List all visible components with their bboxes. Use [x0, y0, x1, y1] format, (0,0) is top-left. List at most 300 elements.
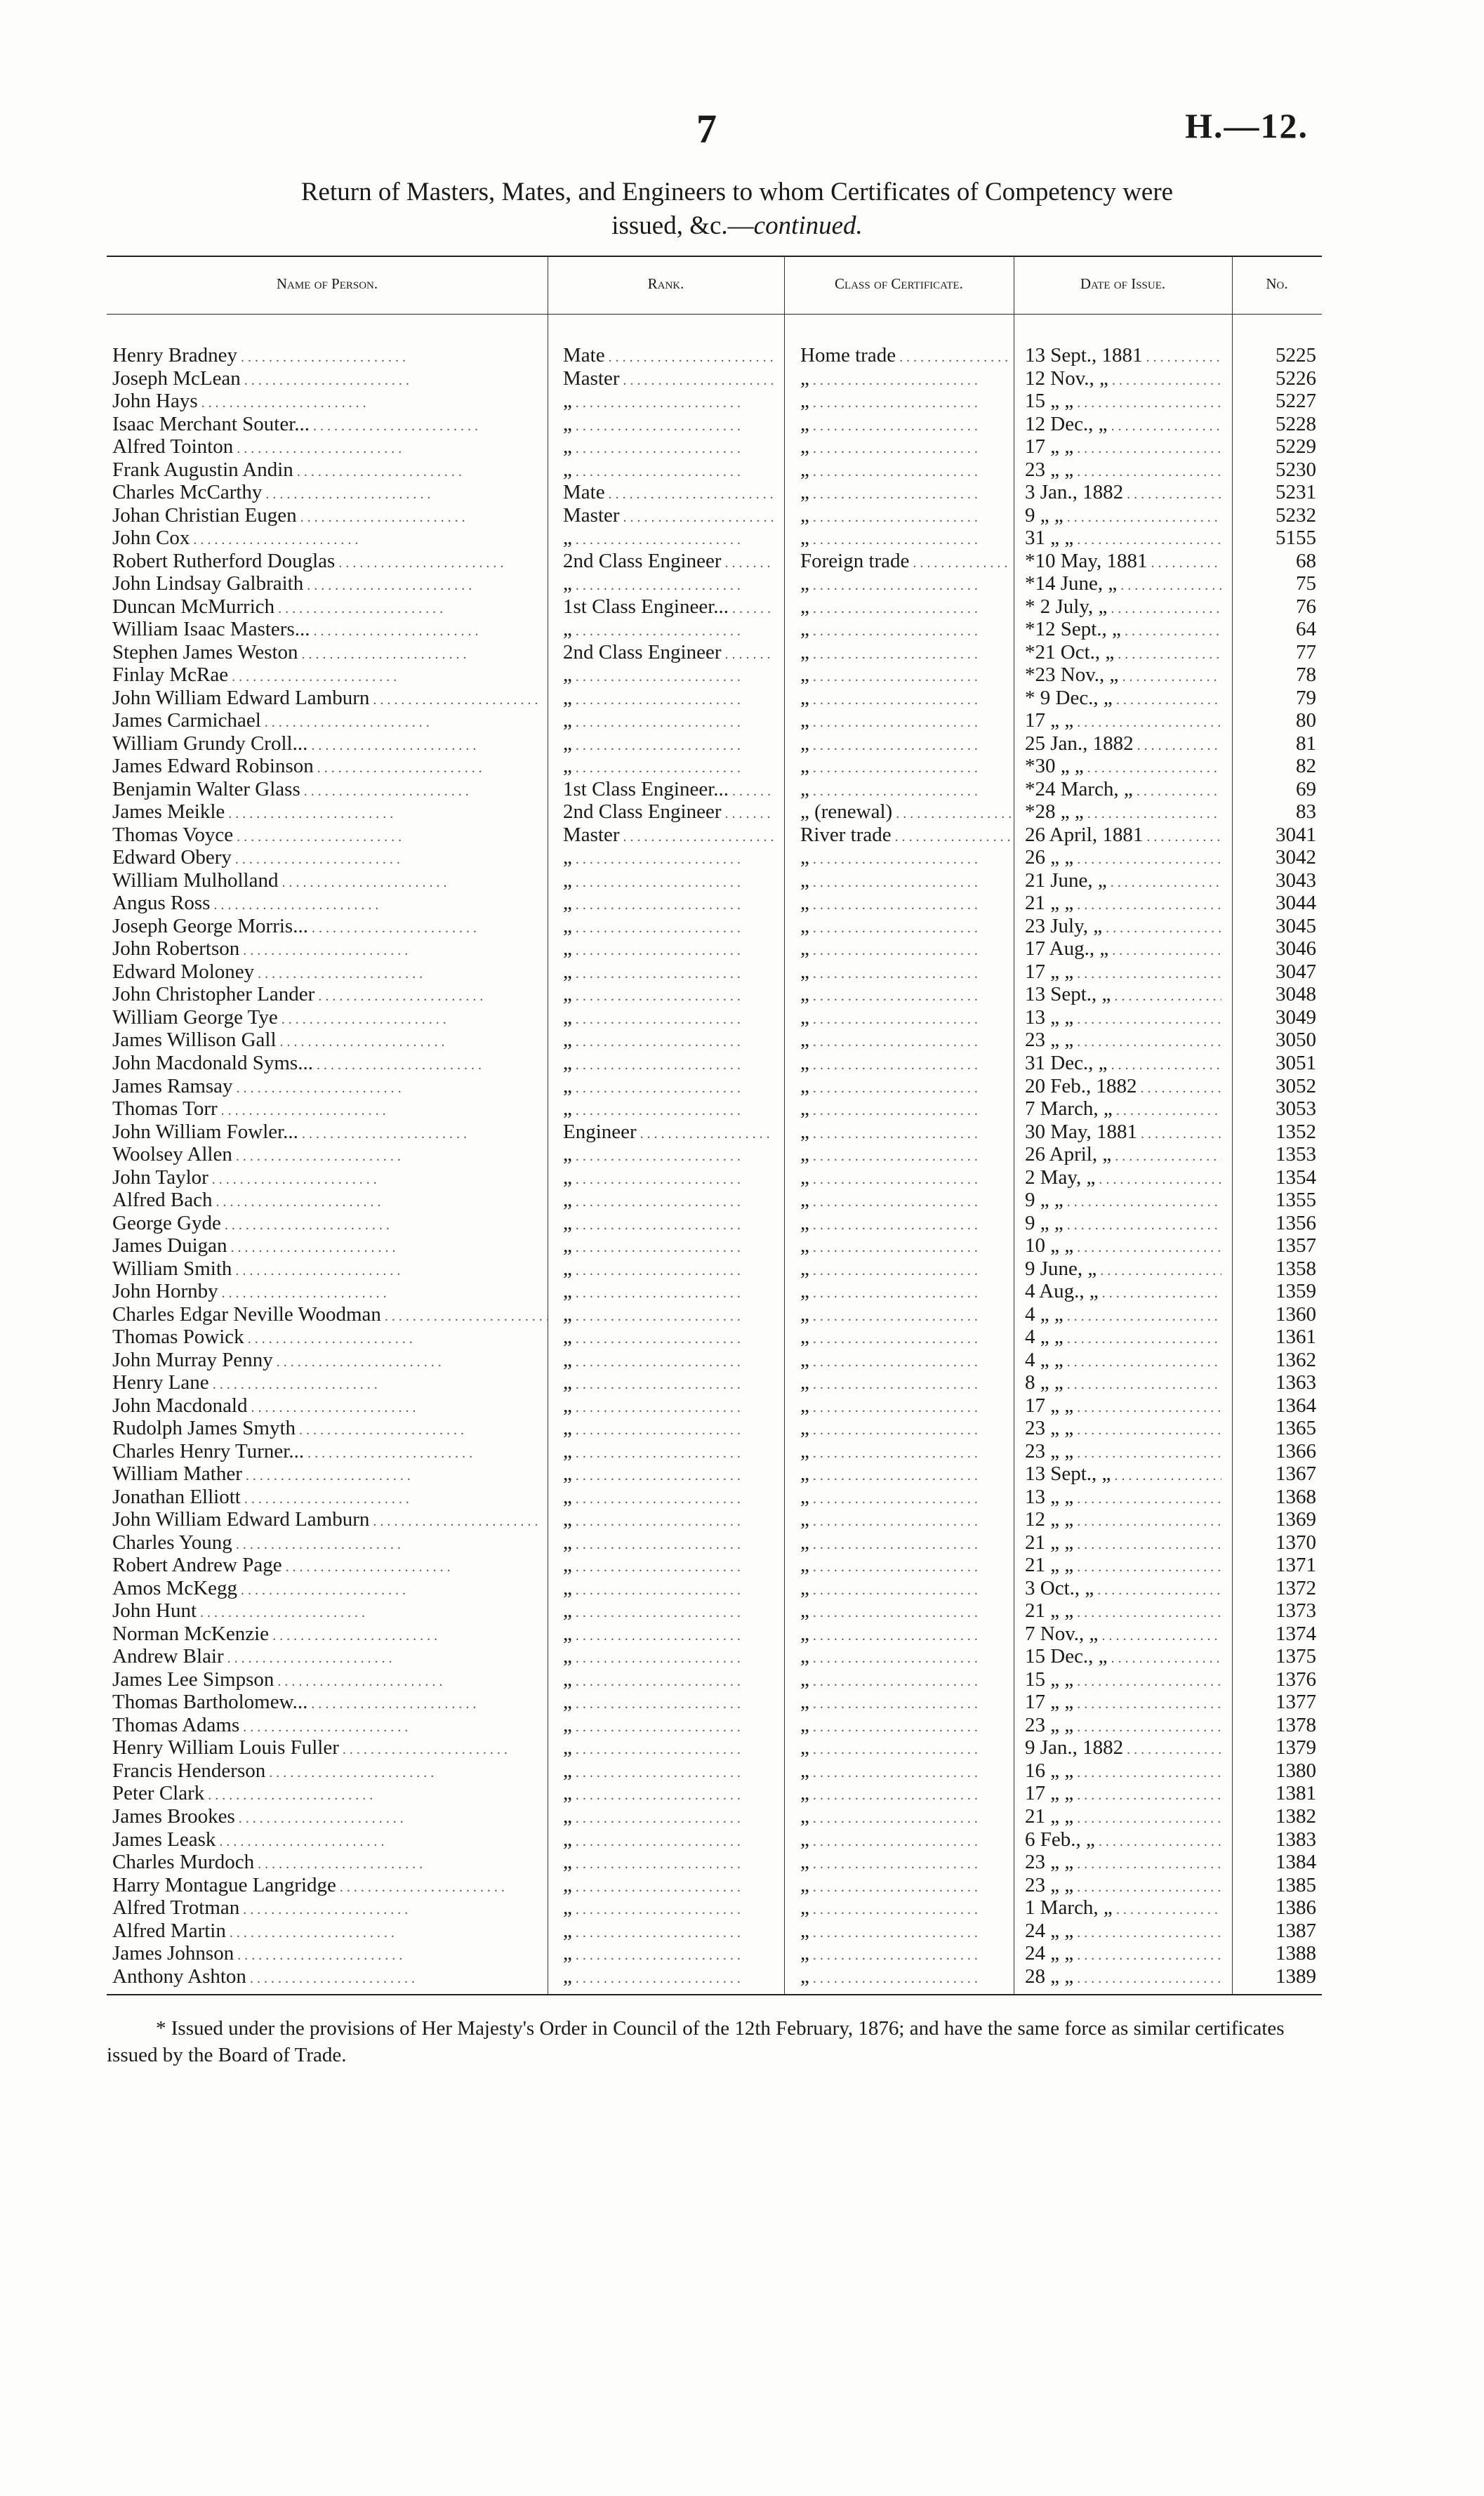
cell-date: 25 Jan., 1882 . . .: [1025, 732, 1221, 757]
cell-rank: 1st Class Engineer... . . .: [563, 778, 774, 803]
cell-name: John Lindsay Galbraith . . .: [112, 572, 548, 597]
cell-number: 1375: [1276, 1645, 1316, 1668]
cell-class: „ . . .: [800, 1212, 1011, 1236]
cell-name: Robert Andrew Page . . .: [112, 1554, 548, 1578]
table-row: [0, 1052, 1484, 1075]
cell-date: 3 Jan., 1882 . . .: [1025, 481, 1221, 506]
table-row: [0, 1371, 1484, 1394]
cell-class: „ . . .: [800, 1782, 1011, 1807]
cell-date: 15 „ „ . . .: [1025, 390, 1221, 414]
cell-rank: 2nd Class Engineer . . .: [563, 550, 774, 574]
cell-number: 80: [1296, 709, 1316, 732]
cell-date: *24 March, „ . . .: [1025, 778, 1221, 803]
cell-class: „ . . .: [800, 1121, 1011, 1145]
cell-date: 9 June, „ . . .: [1025, 1257, 1221, 1282]
cell-name: James Willison Gall . . .: [112, 1029, 548, 1053]
cell-number: 1362: [1276, 1348, 1316, 1371]
footnote: * Issued under the provisions of Her Majesty's Order in Council of the 12th February, 1876; and have the same force as similar certificates issued by the Board of Trade.: [107, 2017, 1285, 2066]
cell-class: „ . . .: [800, 1508, 1011, 1533]
cell-class: „ . . .: [800, 1371, 1011, 1396]
table-row: [0, 618, 1484, 641]
cell-name: William Isaac Masters... . . .: [112, 618, 548, 642]
table-row: [0, 1234, 1484, 1257]
cell-name: Henry William Louis Fuller . . .: [112, 1736, 548, 1761]
cell-rank: „ . . .: [563, 960, 774, 985]
cell-date: 3 Oct., „ . . .: [1025, 1577, 1221, 1602]
cell-date: 21 „ „ . . .: [1025, 1599, 1221, 1624]
cell-number: 5225: [1276, 344, 1316, 367]
title-line-2: [140, 209, 1334, 243]
cell-rank: „ . . .: [563, 1303, 774, 1328]
cell-date: * 9 Dec., „ . . .: [1025, 687, 1221, 711]
cell-number: 1363: [1276, 1371, 1316, 1394]
cell-class: „ . . .: [800, 618, 1011, 642]
table-row: [0, 572, 1484, 595]
cell-class: „ . . .: [800, 435, 1011, 460]
cell-rank: Master . . .: [563, 367, 774, 392]
cell-date: 17 „ „ . . .: [1025, 709, 1221, 734]
cell-class: „ . . .: [800, 1166, 1011, 1191]
cell-date: 24 „ „ . . .: [1025, 1920, 1221, 1944]
table-row: [0, 824, 1484, 847]
cell-date: 7 March, „ . . .: [1025, 1097, 1221, 1122]
cell-rank: „ . . .: [563, 1942, 774, 1967]
cell-name: John Cox . . .: [112, 527, 548, 551]
cell-class: „ . . .: [800, 527, 1011, 551]
cell-rank: „ . . .: [563, 1828, 774, 1853]
table-row: [0, 1303, 1484, 1326]
cell-class: „ . . .: [800, 983, 1011, 1008]
table-row: [0, 1782, 1484, 1805]
cell-date: 12 „ „ . . .: [1025, 1508, 1221, 1533]
cell-class: „ . . .: [800, 709, 1011, 734]
table-row: [0, 458, 1484, 482]
cell-number: 1379: [1276, 1736, 1316, 1759]
cell-number: 1369: [1276, 1508, 1316, 1531]
cell-class: „ . . .: [800, 1280, 1011, 1305]
cell-rank: „ . . .: [563, 435, 774, 460]
cell-rank: „ . . .: [563, 1486, 774, 1510]
cell-date: *21 Oct., „ . . .: [1025, 641, 1221, 666]
cell-name: Amos McKegg . . .: [112, 1577, 548, 1602]
cell-class: „ . . .: [800, 1052, 1011, 1076]
table-row: [0, 1097, 1484, 1121]
cell-date: 20 Feb., 1882 . . .: [1025, 1075, 1221, 1100]
table-row: [0, 1874, 1484, 1897]
table-row: [0, 1075, 1484, 1098]
cell-rank: „ . . .: [563, 1599, 774, 1624]
cell-number: 3050: [1276, 1029, 1316, 1052]
cell-name: Stephen James Weston . . .: [112, 641, 548, 666]
cell-number: 3049: [1276, 1005, 1316, 1029]
cell-class: „ . . .: [800, 367, 1011, 392]
cell-name: John William Edward Lamburn . . .: [112, 687, 548, 711]
page-number: 7: [696, 106, 717, 152]
cell-number: 78: [1296, 663, 1316, 687]
cell-name: James Duigan . . .: [112, 1234, 548, 1259]
cell-number: 5155: [1276, 527, 1316, 550]
cell-rank: „ . . .: [563, 1554, 774, 1578]
cell-date: 13 Sept., „ . . .: [1025, 983, 1221, 1008]
table-row: [0, 1828, 1484, 1851]
cell-class: „ . . .: [800, 755, 1011, 779]
cell-name: Anthony Ashton . . .: [112, 1965, 548, 1990]
cell-number: 1386: [1276, 1896, 1316, 1920]
table-row: [0, 1714, 1484, 1737]
cell-class: „ . . .: [800, 1143, 1011, 1168]
cell-number: 1367: [1276, 1462, 1316, 1486]
cell-number: 1389: [1276, 1965, 1316, 1988]
cell-name: Woolsey Allen . . .: [112, 1143, 548, 1168]
table-row: [0, 1417, 1484, 1440]
cell-name: Thomas Adams . . .: [112, 1714, 548, 1738]
table-row: [0, 550, 1484, 573]
cell-number: 69: [1296, 777, 1316, 800]
title-line-1: Return of Masters, Mates, and Engineers to whom Certificates of Competency were: [300, 178, 1174, 206]
cell-rank: „ . . .: [563, 1736, 774, 1761]
cell-number: 5229: [1276, 435, 1316, 458]
cell-number: 1359: [1276, 1280, 1316, 1303]
cell-rank: „ . . .: [563, 915, 774, 939]
cell-date: 2 May, „ . . .: [1025, 1166, 1221, 1191]
cell-number: 1366: [1276, 1439, 1316, 1462]
cell-rank: „ . . .: [563, 1691, 774, 1715]
cell-number: 1364: [1276, 1394, 1316, 1417]
cell-class: „ . . .: [800, 1851, 1011, 1875]
cell-name: Henry Bradney . . .: [112, 344, 548, 369]
cell-rank: Mate . . .: [563, 481, 774, 506]
table-row: [0, 1326, 1484, 1349]
document-reference: H.—12.: [1185, 106, 1309, 145]
table-row: [0, 435, 1484, 458]
cell-date: 21 „ „ . . .: [1025, 1554, 1221, 1578]
cell-date: 23 „ „ . . .: [1025, 1417, 1221, 1441]
cell-rank: „ . . .: [563, 1394, 774, 1419]
cell-number: 1360: [1276, 1302, 1316, 1326]
cell-name: James Ramsay . . .: [112, 1075, 548, 1100]
cell-date: 23 „ „ . . .: [1025, 1874, 1221, 1899]
cell-class: „ . . .: [800, 1599, 1011, 1624]
cell-number: 3053: [1276, 1097, 1316, 1121]
cell-number: 75: [1296, 572, 1316, 595]
cell-number: 3048: [1276, 983, 1316, 1006]
cell-number: 1373: [1276, 1599, 1316, 1623]
cell-class: „ . . .: [800, 1006, 1011, 1031]
cell-name: Thomas Voyce . . .: [112, 824, 548, 848]
cell-name: James Brookes . . .: [112, 1805, 548, 1830]
table-row: [0, 527, 1484, 550]
table-row: [0, 390, 1484, 413]
cell-name: Harry Montague Langridge . . .: [112, 1874, 548, 1899]
cell-number: 1365: [1276, 1417, 1316, 1440]
cell-name: James Carmichael . . .: [112, 709, 548, 734]
cell-date: 21 „ „ . . .: [1025, 1531, 1221, 1556]
certificate-table-body: [0, 344, 1484, 1988]
cell-rank: „ . . .: [563, 1668, 774, 1693]
table-row: [0, 641, 1484, 664]
cell-name: William Mather . . .: [112, 1462, 548, 1487]
cell-rank: 2nd Class Engineer . . .: [563, 641, 774, 666]
cell-name: Andrew Blair . . .: [112, 1645, 548, 1670]
cell-rank: „ . . .: [563, 1759, 774, 1784]
cell-date: *30 „ „ . . .: [1025, 755, 1221, 779]
cell-number: 3043: [1276, 869, 1316, 892]
cell-date: 17 „ „ . . .: [1025, 435, 1221, 460]
cell-class: „ . . .: [800, 1874, 1011, 1899]
cell-rank: „ . . .: [563, 892, 774, 916]
table-row: [0, 1006, 1484, 1029]
cell-class: „ . . .: [800, 1029, 1011, 1053]
cell-number: 1378: [1276, 1713, 1316, 1736]
cell-class: „ . . .: [800, 1486, 1011, 1510]
cell-date: 28 „ „ . . .: [1025, 1965, 1221, 1990]
cell-date: 9 „ „ . . .: [1025, 1212, 1221, 1236]
cell-rank: 1st Class Engineer... . . .: [563, 595, 774, 620]
cell-date: 17 „ „ . . .: [1025, 1394, 1221, 1419]
table-row: [0, 663, 1484, 687]
cell-date: 17 „ „ . . .: [1025, 1691, 1221, 1715]
cell-class: „ . . .: [800, 1920, 1011, 1944]
cell-name: Thomas Bartholomew... . . .: [112, 1691, 548, 1715]
cell-rank: „ . . .: [563, 1166, 774, 1191]
cell-name: Joseph McLean . . .: [112, 367, 548, 392]
cell-name: John Macdonald Syms... . . .: [112, 1052, 548, 1076]
cell-rank: „ . . .: [563, 1805, 774, 1830]
cell-date: 15 „ „ . . .: [1025, 1668, 1221, 1693]
cell-number: 83: [1296, 800, 1316, 824]
cell-class: „ . . .: [800, 413, 1011, 437]
cell-rank: „ . . .: [563, 1531, 774, 1556]
table-bottom-rule: [107, 1994, 1322, 1995]
cell-date: 13 „ „ . . .: [1025, 1486, 1221, 1510]
cell-name: Angus Ross . . .: [112, 892, 548, 916]
cell-rank: „ . . .: [563, 983, 774, 1008]
cell-name: Duncan McMurrich . . .: [112, 595, 548, 620]
table-row: [0, 937, 1484, 960]
cell-name: John Taylor . . .: [112, 1166, 548, 1191]
cell-name: Frank Augustin Andin . . .: [112, 458, 548, 483]
cell-rank: „ . . .: [563, 1234, 774, 1259]
cell-class: „ . . .: [800, 1257, 1011, 1282]
table-row: [0, 1212, 1484, 1235]
cell-name: Edward Moloney . . .: [112, 960, 548, 985]
cell-date: 23 July, „ . . .: [1025, 915, 1221, 939]
cell-number: 3047: [1276, 960, 1316, 983]
cell-date: 24 „ „ . . .: [1025, 1942, 1221, 1967]
cell-name: William George Tye . . .: [112, 1006, 548, 1031]
cell-class: „ . . .: [800, 1531, 1011, 1556]
cell-date: 26 „ „ . . .: [1025, 846, 1221, 871]
cell-date: 23 „ „ . . .: [1025, 1851, 1221, 1875]
cell-name: Peter Clark . . .: [112, 1782, 548, 1807]
title-issued: issued, &c.—: [611, 211, 754, 240]
page-title: [140, 176, 1334, 243]
table-row: [0, 1280, 1484, 1303]
cell-rank: „ . . .: [563, 1257, 774, 1282]
cell-rank: „ . . .: [563, 709, 774, 734]
cell-class: „ . . .: [800, 663, 1011, 688]
table-row: [0, 1599, 1484, 1623]
cell-name: John Hays . . .: [112, 390, 548, 414]
cell-number: 1358: [1276, 1257, 1316, 1280]
cell-number: 3044: [1276, 892, 1316, 915]
cell-number: 5231: [1276, 481, 1316, 504]
table-row: [0, 481, 1484, 504]
cell-name: Edward Obery . . .: [112, 846, 548, 871]
cell-class: River trade . . .: [800, 824, 1011, 848]
cell-date: 13 „ „ . . .: [1025, 1006, 1221, 1031]
cell-rank: „ . . .: [563, 1782, 774, 1807]
cell-date: *23 Nov., „ . . .: [1025, 663, 1221, 688]
table-row: [0, 1189, 1484, 1212]
cell-rank: „ . . .: [563, 1920, 774, 1944]
table-row: [0, 1143, 1484, 1166]
cell-name: John Macdonald . . .: [112, 1394, 548, 1419]
cell-class: „ . . .: [800, 1462, 1011, 1487]
cell-class: „ . . .: [800, 458, 1011, 483]
cell-date: 26 April, „ . . .: [1025, 1143, 1221, 1168]
cell-date: 21 „ „ . . .: [1025, 1805, 1221, 1830]
cell-class: „ . . .: [800, 1736, 1011, 1761]
table-row: [0, 595, 1484, 619]
table-top-rule: [107, 256, 1322, 257]
table-row: [0, 1166, 1484, 1189]
cell-rank: „ . . .: [563, 1189, 774, 1213]
table-row: [0, 1942, 1484, 1965]
cell-date: 9 Jan., 1882 . . .: [1025, 1736, 1221, 1761]
table-row: [0, 1668, 1484, 1691]
cell-name: John Murray Penny . . .: [112, 1349, 548, 1373]
cell-class: „ . . .: [800, 1189, 1011, 1213]
cell-class: „ . . .: [800, 1577, 1011, 1602]
cell-name: John Christopher Lander . . .: [112, 983, 548, 1008]
cell-rank: „ . . .: [563, 1029, 774, 1053]
table-row: [0, 1920, 1484, 1943]
cell-rank: „ . . .: [563, 1006, 774, 1031]
cell-number: 1385: [1276, 1873, 1316, 1896]
cell-class: „ . . .: [800, 641, 1011, 666]
cell-date: 4 „ „ . . .: [1025, 1303, 1221, 1328]
cell-class: „ . . .: [800, 892, 1011, 916]
cell-date: 10 „ „ . . .: [1025, 1234, 1221, 1259]
cell-number: 1384: [1276, 1851, 1316, 1874]
table-row: [0, 1965, 1484, 1988]
cell-class: „ . . .: [800, 1645, 1011, 1670]
cell-class: „ . . .: [800, 960, 1011, 985]
cell-date: *10 May, 1881 . . .: [1025, 550, 1221, 574]
cell-class: „ . . .: [800, 1714, 1011, 1738]
cell-class: „ . . .: [800, 572, 1011, 597]
cell-class: „ . . .: [800, 732, 1011, 757]
cell-class: „ . . .: [800, 390, 1011, 414]
cell-class: „ . . .: [800, 1828, 1011, 1853]
cell-name: James Lee Simpson . . .: [112, 1668, 548, 1693]
table-row: [0, 413, 1484, 436]
cell-name: William Smith . . .: [112, 1257, 548, 1282]
cell-name: William Mulholland . . .: [112, 869, 548, 894]
table-row: [0, 1462, 1484, 1486]
table-row: [0, 1623, 1484, 1646]
cell-number: 1383: [1276, 1828, 1316, 1851]
cell-rank: „ . . .: [563, 1280, 774, 1305]
cell-number: 5227: [1276, 390, 1316, 413]
cell-rank: „ . . .: [563, 1508, 774, 1533]
table-header-rule: [107, 314, 1322, 315]
cell-number: 1377: [1276, 1691, 1316, 1714]
cell-rank: Mate . . .: [563, 344, 774, 369]
cell-rank: „ . . .: [563, 1097, 774, 1122]
cell-date: 23 „ „ . . .: [1025, 1029, 1221, 1053]
cell-number: 77: [1296, 640, 1316, 663]
cell-date: 17 Aug., „ . . .: [1025, 937, 1221, 962]
cell-rank: „ . . .: [563, 1052, 774, 1076]
cell-name: Charles Henry Turner... . . .: [112, 1440, 548, 1465]
cell-name: Alfred Martin . . .: [112, 1920, 548, 1944]
cell-date: 21 „ „ . . .: [1025, 892, 1221, 916]
cell-rank: „ . . .: [563, 869, 774, 894]
cell-rank: „ . . .: [563, 1349, 774, 1373]
cell-number: 64: [1296, 618, 1316, 641]
cell-rank: „ . . .: [563, 1965, 774, 1990]
table-row: [0, 800, 1484, 824]
cell-name: John William Edward Lamburn . . .: [112, 1508, 548, 1533]
cell-name: Isaac Merchant Souter... . . .: [112, 413, 548, 437]
cell-name: Johan Christian Eugen . . .: [112, 504, 548, 529]
cell-class: „ . . .: [800, 1759, 1011, 1784]
cell-date: 9 „ „ . . .: [1025, 504, 1221, 529]
cell-date: 9 „ „ . . .: [1025, 1189, 1221, 1213]
cell-number: 1387: [1276, 1919, 1316, 1942]
cell-rank: „ . . .: [563, 390, 774, 414]
table-row: [0, 983, 1484, 1006]
cell-date: 17 „ „ . . .: [1025, 960, 1221, 985]
cell-date: 12 Nov., „ . . .: [1025, 367, 1221, 392]
header-date: Date of Issue.: [1080, 275, 1166, 292]
cell-number: 3041: [1276, 823, 1316, 846]
cell-date: 4 „ „ . . .: [1025, 1326, 1221, 1350]
cell-name: George Gyde . . .: [112, 1212, 548, 1236]
cell-number: 1388: [1276, 1942, 1316, 1965]
cell-rank: „ . . .: [563, 846, 774, 871]
cell-date: 4 Aug., „ . . .: [1025, 1280, 1221, 1305]
table-row: [0, 1759, 1484, 1783]
cell-name: John Hunt . . .: [112, 1599, 548, 1624]
title-continued: continued.: [753, 211, 863, 240]
cell-number: 1354: [1276, 1166, 1316, 1189]
cell-rank: 2nd Class Engineer . . .: [563, 800, 774, 825]
table-row: [0, 1577, 1484, 1600]
cell-name: Benjamin Walter Glass . . .: [112, 778, 548, 803]
cell-number: 1374: [1276, 1622, 1316, 1645]
cell-date: 21 June, „ . . .: [1025, 869, 1221, 894]
cell-rank: „ . . .: [563, 1326, 774, 1350]
table-row: [0, 1896, 1484, 1920]
cell-number: 5228: [1276, 412, 1316, 435]
cell-name: Finlay McRae . . .: [112, 663, 548, 688]
cell-rank: „ . . .: [563, 413, 774, 437]
cell-number: 3045: [1276, 914, 1316, 937]
cell-number: 1355: [1276, 1189, 1316, 1212]
table-row: [0, 1805, 1484, 1828]
cell-class: „ . . .: [800, 1965, 1011, 1990]
cell-number: 76: [1296, 595, 1316, 618]
cell-class: „ . . .: [800, 1097, 1011, 1122]
cell-number: 5230: [1276, 458, 1316, 481]
cell-rank: „ . . .: [563, 572, 774, 597]
cell-class: „ . . .: [800, 1896, 1011, 1921]
cell-class: „ . . .: [800, 1394, 1011, 1419]
cell-class: „ . . .: [800, 1691, 1011, 1715]
